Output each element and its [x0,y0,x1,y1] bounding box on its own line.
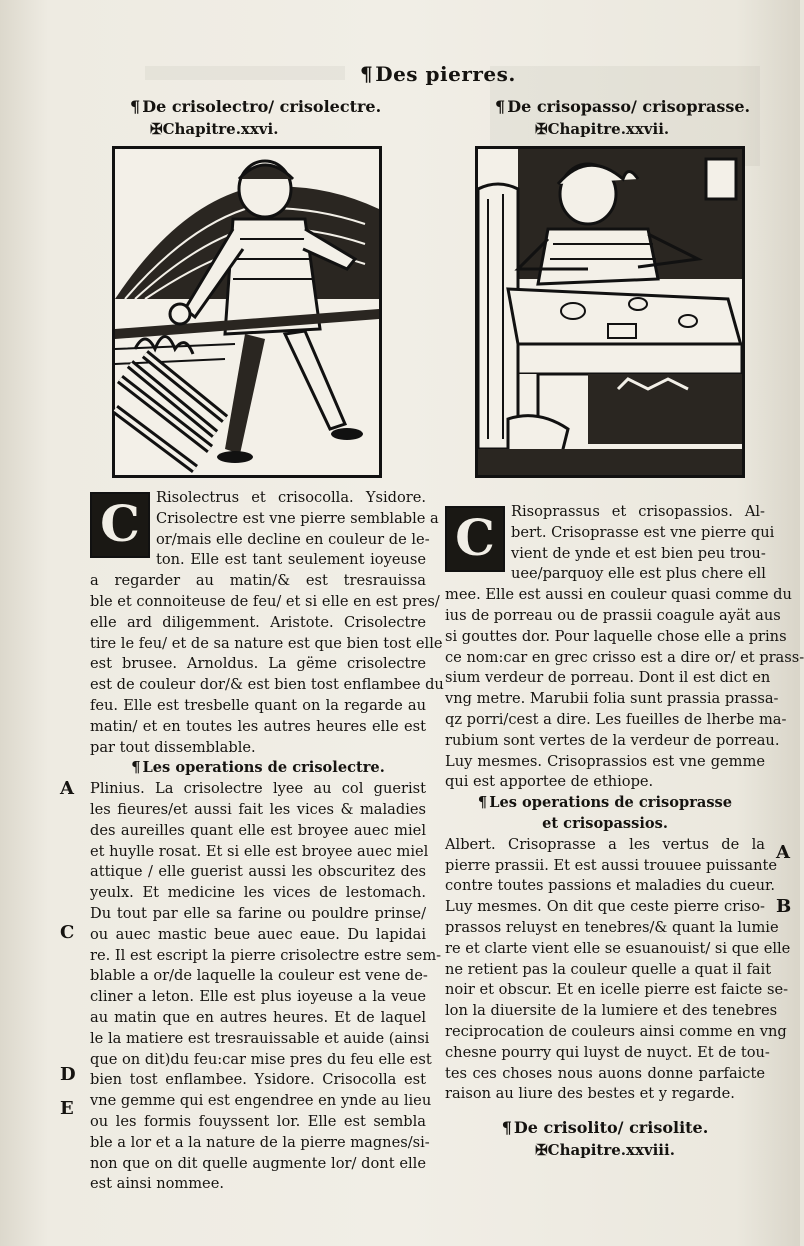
page-header [360,62,516,86]
text-line: Du tout par elle sa farine ou pouldre prinse/ [90,904,426,922]
left-paragraph-2 [90,779,442,1195]
text-line: yeulx. Et medicine les vices de lestomach. [90,884,426,902]
text-line: cliner a leton. Elle est plus ioyeuse a la veue [90,988,426,1006]
text-line: au matin que en autres heures. Et de laquel [90,1008,426,1026]
woodcut-fire-figure [112,146,382,478]
text-line: Albert. Crisoprasse a les vertus de la [445,835,765,853]
margin-letter: A [776,842,790,863]
asterisk-icon: ✠ [150,120,163,138]
next-chapter-text: Chapitre.xxviii. [547,1141,675,1160]
right-column [445,96,804,1161]
asterisk-icon: ✠ [535,120,548,138]
right-title-text: De crisopasso/ crisoprasse. [507,97,751,116]
text-line: elle ard diligemment. Aristote. Crisolectre [90,613,426,631]
text-line: vng metre. Marubii folia sunt prassia prassa- [445,690,779,708]
text-line: qui est apportee de ethiope. [445,773,654,791]
pilcrow-icon: ¶ [131,759,141,777]
pilcrow-icon: ¶ [495,97,506,116]
text-line: qz porri/cest a dire. Les fueilles de lherbe ma- [445,710,787,728]
margin-letter: B [776,896,792,917]
right-subheading [445,793,765,814]
text-line: lon la diuersite de la lumiere et des tenebres [445,1002,778,1020]
text-line: a regarder au matin/& est tresrauissa [90,572,426,590]
text-line: raison au liure des bestes et y regarde. [445,1085,735,1103]
text-line: que on dit)du feu:car mise pres du feu elle est [90,1050,432,1068]
text-line: noir et obscur. Et en icelle pierre est faicte se- [445,981,789,999]
left-text-block [90,488,444,1195]
pilcrow-icon: ¶ [360,62,374,86]
text-line: les fieures/et aussi fait les vices & maladies [90,800,426,818]
text-line: est ainsi nommee. [90,1175,224,1193]
right-chapter-title [445,96,765,118]
text-line: bien tost enflambee. Ysidore. Crisocolla est [90,1071,426,1089]
right-text-block [445,502,804,1161]
text-line: mee. Elle est aussi en couleur quasi comme du [445,586,792,604]
text-line: Crisolectre est vne pierre semblable a [156,509,439,527]
left-column [90,96,444,1195]
woodcut-fire-illustration [115,149,379,475]
text-line: contre toutes passions et maladies du cueur. [445,877,775,895]
text-line: des aureilles quant elle est broyee auec miel [90,821,426,839]
right-paragraph-2 [445,835,791,1105]
margin-letter: D [60,1064,76,1085]
text-line: matin/ et en toutes les autres heures elle est [90,717,426,735]
left-chapter-number [90,118,426,140]
text-line: ce nom:car en grec crisso est a dire or/ et prass- [445,648,804,666]
text-line: ne retient pas la couleur quelle a quat il fait [445,960,772,978]
right-chapter-number [445,118,765,140]
margin-letter: C [60,922,75,943]
text-line: rubium sont vertes de la verdeur de porreau. [445,731,780,749]
margin-letter: A [60,778,74,799]
left-chapter-title [90,96,426,118]
header-title: Des pierres. [375,62,516,86]
left-chapter-text: Chapitre.xxvi. [162,120,279,138]
asterisk-icon: ✠ [535,1141,548,1160]
text-line: ble a lor et a la nature de la pierre magnes/si- [90,1133,430,1151]
text-line: est brusee. Arnoldus. La gëme crisolectre [90,655,426,673]
left-title-text: De crisolectro/ crisolectre. [142,97,382,116]
text-line: or/mais elle decline en couleur de le- [156,530,430,548]
right-subheading-2: et crisopassios. [542,814,668,832]
next-chapter-number [445,1139,765,1161]
left-dropcap: C [90,492,150,558]
text-line: re et clarte vient elle se esuanouist/ si que elle [445,939,791,957]
text-line: Luy mesmes. On dit que ceste pierre criso- [445,898,765,916]
left-subheading [90,758,426,779]
right-subheading-text: Les operations de crisoprasse [489,794,733,812]
text-line: ou auec mastic beue auec eaue. Du lapidai [90,925,426,943]
next-title-text: De crisolito/ crisolite. [513,1118,709,1138]
text-line: blable a or/de laquelle la couleur est vene de- [90,967,428,985]
show-through-shading [145,66,345,80]
pilcrow-icon: ¶ [477,794,488,812]
text-line: et huylle rosat. Et si elle est broyee auec miel [90,842,429,860]
right-chapter-text: Chapitre.xxvii. [547,120,670,138]
text-line: ou les formis fouyssent lor. Elle est sembla [90,1112,426,1130]
pilcrow-icon: ¶ [501,1118,512,1138]
text-line: re. Il est escript la pierre crisolectre estre sem- [90,946,442,964]
pilcrow-icon: ¶ [130,97,141,116]
text-line: tes ces choses nous auons donne parfaicte [445,1064,765,1082]
woodcut-table-figure [475,146,745,478]
text-line: est de couleur dor/& est bien tost enflambee du [90,676,444,694]
right-dropcap: C [445,506,505,572]
text-line: par tout dissemblable. [90,738,256,756]
text-line: sium verdeur de porreau. Dont il est dict en [445,669,771,687]
text-line: si gouttes dor. Pour laquelle chose elle a prins [445,627,787,645]
text-line: bert. Crisoprasse est vne pierre qui [511,523,775,541]
text-line: prassos reluyst en tenebres/& quant la lumie [445,918,779,936]
text-line: Luy mesmes. Crisoprassios est vne gemme [445,752,765,770]
text-line: vient de ynde et est bien peu trou- [511,544,766,562]
text-line: chesne pourry qui luyst de nuyct. Et de tou- [445,1043,770,1061]
text-line: attique / elle guerist aussi les obscuritez des [90,863,426,881]
text-line: reciprocation de couleurs ainsi comme en vng [445,1022,787,1040]
text-line: vne gemme qui est engendree en ynde au lieu [90,1092,432,1110]
text-line: ble et connoiteuse de feu/ et si elle en est pres/ [90,592,440,610]
next-chapter-title [445,1117,765,1139]
woodcut-table-illustration [478,149,742,475]
text-line: ius de porreau ou de prassii coagule ayät aus [445,606,781,624]
text-line: feu. Elle est tresbelle quant on la regarde au [90,696,426,714]
text-line: Risolectrus et crisocolla. Ysidore. [156,489,426,506]
text-line: uee/parquoy elle est plus chere ell [511,565,766,583]
text-line: ton. Elle est tant seulement ioyeuse [156,551,426,569]
text-line: Risoprassus et crisopassios. Al- [511,503,765,520]
left-subheading-text: Les operations de crisolectre. [142,759,385,777]
text-line: non que on dit quelle augmente lor/ dont elle [90,1154,426,1172]
text-line: le la matiere est tresrauissable et auide (ainsi [90,1029,430,1047]
margin-letter: E [60,1098,74,1119]
text-line: pierre prassii. Et est aussi trouuee puissante [445,856,777,874]
text-line: tire le feu/ et de sa nature est que bien tost elle [90,634,443,652]
text-line: Plinius. La crisolectre lyee au col guerist [90,780,426,798]
